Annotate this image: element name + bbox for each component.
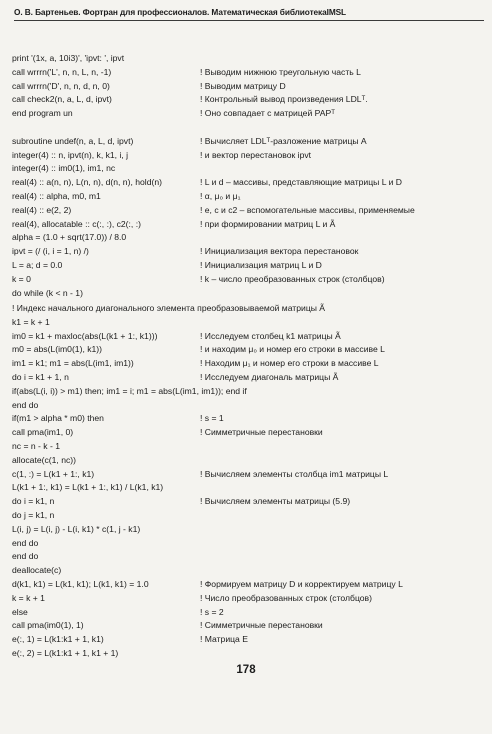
code-text: subroutine undef(n, a, L, d, ipvt)	[12, 135, 134, 146]
code-text: if(abs(L(i, i)) > m1) then; im1 = i; m1 = abs(L(im1, im1)); end if	[12, 385, 247, 396]
code-comment: ! Находим μ₁ и номер его строки в массиве L	[200, 358, 379, 369]
code-comment: ! Оно совпадает с матрицей PAPᵀ	[200, 108, 335, 119]
code-line	[12, 66, 488, 80]
code-line	[12, 606, 488, 620]
code-text: k1 = k + 1	[12, 316, 50, 327]
code-line	[12, 259, 488, 273]
full-line-comment: ! Индекс начального диагонального элемента преобразовываемой матрицы Ã	[12, 303, 326, 314]
code-line	[12, 399, 488, 413]
code-comment: ! k – число преобразованных строк (столбцов)	[200, 273, 385, 284]
code-line	[12, 80, 488, 94]
code-text: L = a; d = 0.0	[12, 259, 63, 270]
code-text: e(:, 2) = L(k1:k1 + 1, k1 + 1)	[12, 647, 119, 658]
code-comment	[200, 162, 488, 176]
code-comment: ! Выводим нижнюю треугольную часть L	[200, 66, 361, 77]
code-comment: ! и находим μ₀ и номер его строки в массиве L	[200, 344, 385, 355]
code-text: end program un	[12, 108, 73, 119]
code-comment	[200, 121, 488, 135]
code-text: end do	[12, 399, 39, 410]
code-line	[12, 440, 488, 454]
code-line	[12, 523, 488, 537]
code-comment: ! s = 2	[200, 606, 224, 617]
code-comment: ! L и d – массивы, представляющие матрицы L и D	[200, 177, 402, 188]
code-comment	[200, 440, 488, 454]
code-line	[12, 300, 488, 316]
code-comment	[200, 454, 488, 468]
code-line	[12, 121, 488, 135]
code-text: real(4) :: e(2, 2)	[12, 204, 72, 215]
code-text: real(4) :: a(n, n), L(n, n), d(n, n), hold(n)	[12, 177, 162, 188]
code-line	[12, 454, 488, 468]
code-comment	[200, 523, 488, 537]
code-comment	[200, 287, 488, 301]
code-text: end do	[12, 537, 39, 548]
code-comment	[200, 52, 488, 66]
code-text: ipvt = (/ (i, i = 1, n) /)	[12, 246, 89, 257]
code-comment: ! Матрица E	[200, 634, 248, 645]
code-text: d(k1, k1) = L(k1, k1); L(k1, k1) = 1.0	[12, 578, 149, 589]
code-text: alpha = (1.0 + sqrt(17.0)) / 8.0	[12, 232, 127, 243]
code-line	[12, 647, 488, 661]
code-comment: ! Симметричные перестановки	[200, 620, 323, 631]
code-line	[12, 245, 488, 259]
running-header: О. В. Бартеньев. Фортран для профессионалов. Математическая библиотекаIMSL	[14, 7, 347, 17]
code-text: L(k1 + 1:, k1) = L(k1 + 1:, k1) / L(k1, k1)	[12, 482, 164, 493]
code-line	[12, 93, 488, 107]
code-line	[12, 537, 488, 551]
code-text: allocate(c(1, nc))	[12, 454, 76, 465]
code-text: integer(4) :: im0(1), im1, nc	[12, 163, 116, 174]
code-comment: ! Инициализация матриц L и D	[200, 259, 322, 270]
code-text: do i = k1, n	[12, 496, 55, 507]
code-text: im0 = k1 + maxloc(abs(L(k1 + 1:, k1)))	[12, 330, 158, 341]
code-line	[12, 509, 488, 523]
code-text: if(m1 > alpha * m0) then	[12, 413, 104, 424]
code-comment	[200, 399, 488, 413]
code-line	[12, 468, 488, 482]
code-line	[12, 619, 488, 633]
code-text: do j = k1, n	[12, 510, 55, 520]
code-text: call pma(im0(1), 1)	[12, 620, 84, 631]
code-comment: ! Вычисляем элементы столбца im1 матрицы L	[200, 468, 389, 479]
code-comment: ! Инициализация вектора перестановок	[200, 246, 359, 257]
code-line	[12, 564, 488, 578]
code-text: real(4) :: alpha, m0, m1	[12, 190, 101, 201]
page-number: 178	[236, 664, 256, 676]
code-text: L(i, j) = L(i, j) - L(i, k1) * c(1, j - k1)	[12, 523, 141, 534]
code-comment	[200, 481, 488, 495]
code-comment: ! Исследуем диагональ матрицы Ã	[200, 372, 339, 383]
code-comment	[200, 564, 488, 578]
code-comment: ! Число преобразованных строк (столбцов)	[200, 592, 372, 603]
code-text: call pma(im1, 0)	[12, 427, 74, 438]
code-text: m0 = abs(L(im0(1), k1))	[12, 344, 103, 355]
code-comment	[200, 647, 488, 661]
code-text: call wrrrn('L', n, n, L, n, -1)	[12, 66, 112, 77]
code-text: real(4), allocatable :: c(:, :), c2(:, :)	[12, 218, 141, 229]
code-line	[12, 426, 488, 440]
code-text	[12, 121, 200, 135]
code-line	[12, 273, 488, 287]
code-comment: ! Исследуем столбец k1 матрицы Ã	[200, 330, 341, 341]
code-text: else	[12, 606, 28, 617]
code-text: print '(1x, a, 10i3)', 'ipvt: ', ipvt	[12, 53, 125, 63]
code-comment: ! Контрольный вывод произведения LDLᵀ.	[200, 94, 368, 105]
code-text: call wrrrn('D', n, n, d, n, 0)	[12, 80, 110, 91]
code-line	[12, 412, 488, 426]
code-line	[12, 204, 488, 218]
code-comment	[200, 231, 488, 245]
code-text: deallocate(c)	[12, 565, 62, 576]
code-comment: ! при формировании матриц L и Ã	[200, 218, 336, 229]
code-comment	[200, 550, 488, 564]
code-line	[12, 550, 488, 564]
code-comment	[200, 316, 488, 330]
code-comment: ! Формируем матрицу D и корректируем матрицу L	[200, 578, 403, 589]
code-line	[12, 385, 488, 399]
code-text: nc = n - k - 1	[12, 441, 60, 452]
code-line	[12, 330, 488, 344]
code-line	[12, 357, 488, 371]
code-comment: ! Вычисляем элементы матрицы (5.9)	[200, 496, 351, 507]
code-text: call check2(n, a, L, d, ipvt)	[12, 94, 112, 105]
code-text: do i = k1 + 1, n	[12, 372, 69, 383]
code-text: c(1, :) = L(k1 + 1:, k1)	[12, 468, 95, 479]
code-text: e(:, 1) = L(k1:k1 + 1, k1)	[12, 634, 104, 645]
code-comment: ! e, c и c2 – вспомогательные массивы, применяемые	[200, 204, 415, 215]
code-text: do while (k < n - 1)	[12, 287, 83, 298]
code-line	[12, 52, 488, 66]
code-line	[12, 481, 488, 495]
code-line	[12, 633, 488, 647]
code-line	[12, 316, 488, 330]
code-line	[12, 578, 488, 592]
code-text: integer(4) :: n, ipvt(n), k, k1, i, j	[12, 149, 129, 160]
code-comment: ! Вычисляет LDLᵀ-разложение матрицы A	[200, 135, 367, 146]
code-comment: ! s = 1	[200, 413, 224, 424]
code-text: k = 0	[12, 273, 31, 284]
code-line	[12, 592, 488, 606]
code-line	[12, 176, 488, 190]
code-line	[12, 231, 488, 245]
code-comment: ! и вектор перестановок ipvt	[200, 149, 312, 160]
code-comment	[200, 537, 488, 551]
code-line	[12, 162, 488, 176]
code-text: end do	[12, 551, 39, 562]
code-line	[12, 371, 488, 385]
code-comment: ! Симметричные перестановки	[200, 427, 323, 438]
code-line	[12, 149, 488, 163]
code-comment	[200, 509, 488, 523]
code-text: im1 = k1; m1 = abs(L(im1, im1))	[12, 358, 134, 369]
code-line	[12, 107, 488, 121]
code-line	[12, 218, 488, 232]
code-line	[12, 135, 488, 149]
code-line	[12, 343, 488, 357]
code-comment: ! α, μ₀ и μ₁	[200, 190, 241, 201]
code-line	[12, 190, 488, 204]
code-text: k = k + 1	[12, 592, 45, 603]
code-listing	[12, 52, 488, 661]
code-line	[12, 495, 488, 509]
header-rule	[14, 20, 484, 21]
code-line	[12, 287, 488, 301]
code-comment	[200, 385, 488, 399]
code-comment: ! Выводим матрицу D	[200, 80, 286, 91]
